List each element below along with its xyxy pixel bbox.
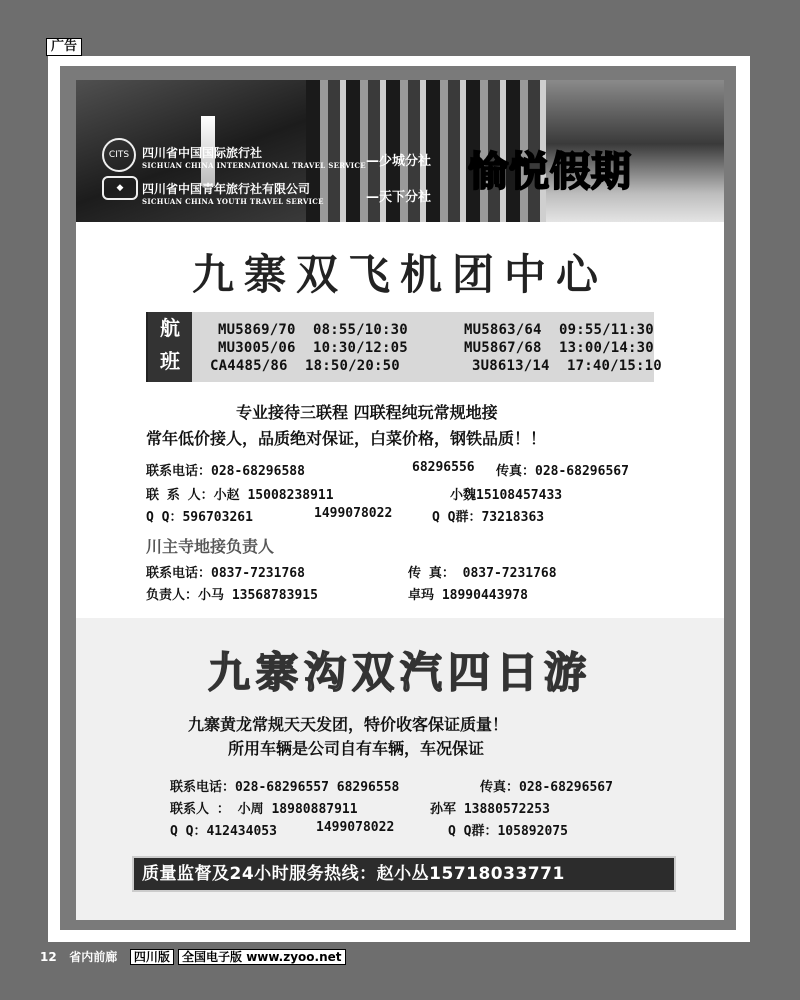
org2-english: SICHUAN CHINA YOUTH TRAVEL SERVICE [142,197,324,206]
local-person-2: 卓玛 18990443978 [408,588,528,603]
bus-tour-title: 九寨沟双汽四日游 [207,648,592,697]
edition-badge: 四川版 [130,949,174,965]
flight-row: 3U8613/14 17:40/15:10 [472,358,662,374]
org1-english: SICHUAN CHINA INTERNATIONAL TRAVEL SERVICE [142,161,366,170]
air-phone: 联系电话：028-68296588 [146,464,305,479]
local-person: 负责人：小马 13568783915 [146,588,318,603]
org2-branch: —天下分社 [366,190,432,205]
website-link[interactable]: 全国电子版 www.zyoo.net [178,949,346,965]
flight-label: 航 班 [148,312,192,382]
air-phone-alt: 68296556 [412,460,475,475]
banner [76,80,724,222]
org1-name: 四川省中国国际旅行社 [142,146,263,160]
local-fax: 传 真： 0837-7231768 [408,566,557,581]
org2 [142,180,324,206]
air-qq: Q Q：596703261 [146,510,253,525]
air-tour-section [76,222,724,618]
slogan: 愉悦假期 [468,149,632,195]
flight-row: MU5869/70 08:55/10:30 [218,322,408,338]
flight-row: MU5863/64 09:55/11:30 [464,322,654,338]
bus-qq-2: 1499078022 [316,820,395,835]
service-hotline: 质量监督及24小时服务热线：赵小丛15718033771 [132,856,676,892]
section-name: 省内前廊 [69,950,118,964]
bus-qq: Q Q：412434053 [170,824,277,839]
flight-schedule [146,312,662,382]
air-qq-group: Q Q群：73218363 [432,510,545,525]
flight-row: CA4485/86 18:50/20:50 [210,358,400,374]
air-fax: 传真：028-68296567 [496,464,629,479]
air-tour-title: 九寨双飞机团中心 [191,250,608,299]
bus-contact-2: 孙军 13880572253 [430,802,550,817]
local-phone: 联系电话：0837-7231768 [146,566,305,581]
air-qq-2: 1499078022 [314,506,393,521]
org1-branch: —少城分社 [366,154,432,169]
flight-row: MU3005/06 10:30/12:05 [218,340,408,356]
bus-qq-group: Q Q群：105892075 [448,824,568,839]
org1 [142,144,366,170]
cyts-logo-icon: ◆ [102,176,138,200]
page-footer [40,948,346,965]
air-contact-2: 小魏15108457433 [450,488,563,503]
bus-desc-1: 九寨黄龙常规天天发团，特价收客保证质量！ [188,715,509,734]
page-number: 12 [40,950,57,964]
bus-tour-section [76,618,724,920]
bus-phone: 联系电话：028-68296557 68296558 [170,780,400,795]
bus-fax: 传真：028-68296567 [480,780,613,795]
org2-name: 四川省中国青年旅行社有限公司 [142,182,311,196]
air-contact: 联 系 人：小赵 15008238911 [146,488,334,503]
bus-contact: 联系人 ： 小周 18980887911 [170,802,358,817]
bus-desc-2: 所用车辆是公司自有车辆，车况保证 [228,739,485,758]
flight-row: MU5867/68 13:00/14:30 [464,340,654,356]
local-guide-title: 川主寺地接负责人 [146,537,275,556]
air-desc-1: 专业接待三联程 四联程纯玩常规地接 [236,403,498,422]
cits-logo-icon: CITS [102,138,136,172]
air-desc-2: 常年低价接人，品质绝对保证，白菜价格，钢铁品质！！ [146,429,547,448]
ad-tag: 广告 [46,38,82,56]
